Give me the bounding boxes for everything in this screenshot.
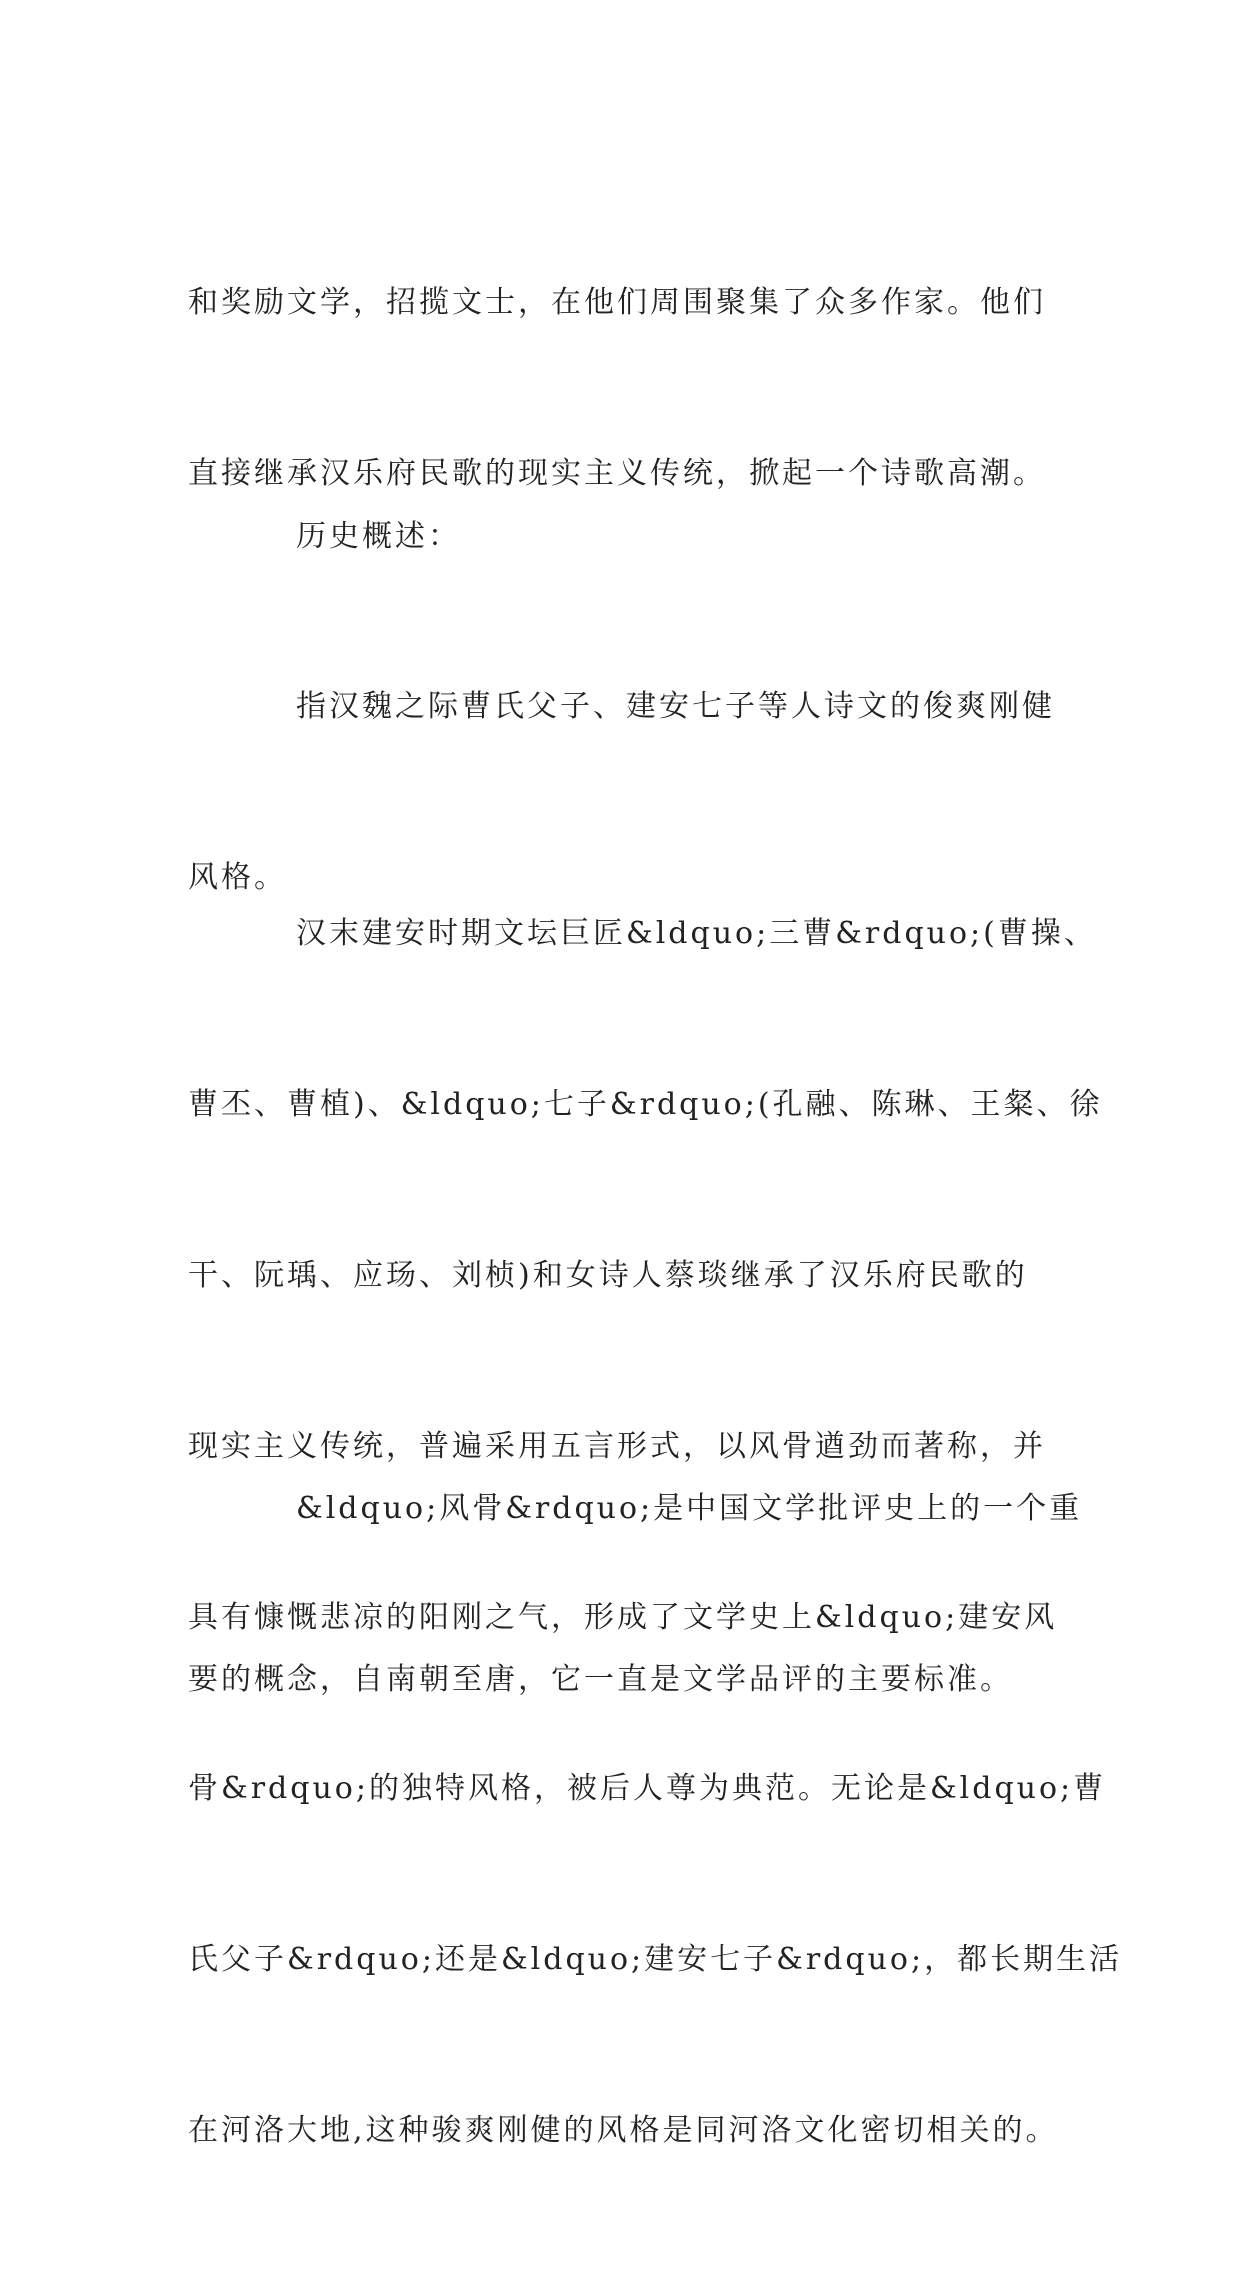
text-line: 要的概念，自南朝至唐，它一直是文学品评的主要标准。 <box>188 1662 1013 1697</box>
text-line: 直接继承汉乐府民歌的现实主义传统，掀起一个诗歌高潮。 <box>188 456 1046 491</box>
text-line: 现实主义传统，普遍采用五言形式，以风骨遒劲而著称，并 <box>188 1429 1046 1464</box>
text-line: &ldquo;风骨&rdquo;是中国文学批评史上的一个重 <box>296 1491 1083 1526</box>
text-line: 指汉魏之际曹氏父子、建安七子等人诗文的俊爽刚健 <box>296 689 1055 724</box>
heading-text: 历史概述： <box>296 519 461 554</box>
text-line: 具有慷慨悲凉的阳刚之气，形成了文学史上&ldquo;建安风 <box>188 1600 1058 1635</box>
text-line: 曹丕、曹植)、&ldquo;七子&rdquo;(孔融、陈琳、王粲、徐 <box>188 1087 1103 1122</box>
text-line: 干、阮瑀、应玚、刘桢)和女诗人蔡琰继承了汉乐府民歌的 <box>188 1258 1028 1293</box>
text-line: 在河洛大地,这种骏爽刚健的风格是同河洛文化密切相关的。 <box>188 2113 1059 2148</box>
text-line: 骨&rdquo;的独特风格，被后人尊为典范。无论是&ldquo;曹 <box>188 1771 1107 1806</box>
text-line: 汉末建安时期文坛巨匠&ldquo;三曹&rdquo;(曹操、 <box>296 916 1097 951</box>
text-line: 氏父子&rdquo;还是&ldquo;建安七子&rdquo;，都长期生活 <box>188 1942 1123 1977</box>
text-line: 和奖励文学，招揽文士，在他们周围聚集了众多作家。他们 <box>188 285 1046 320</box>
text-line: 风格。 <box>188 860 287 895</box>
